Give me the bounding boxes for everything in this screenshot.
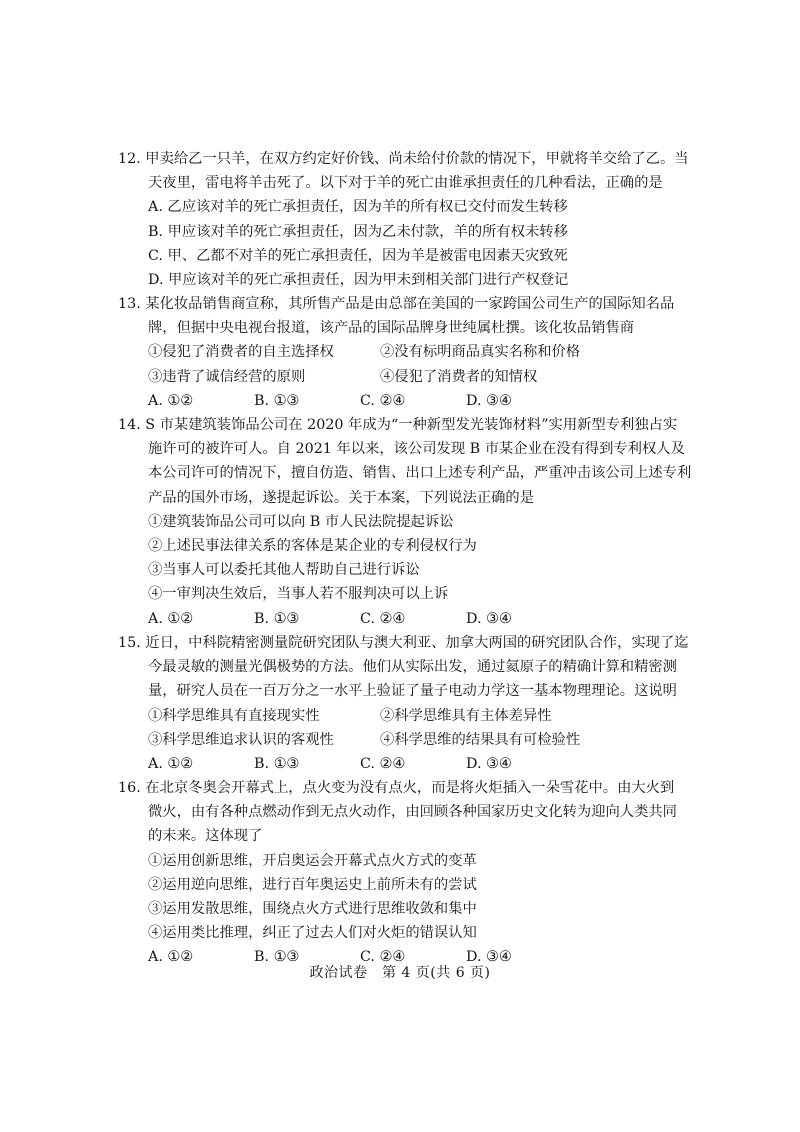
question-stem-line: 本公司许可的情况下，擅自仿造、销售、出口上述专利产品，严重冲击该公司上述专利 (148, 465, 692, 482)
question-stem-line: 12. 甲卖给乙一只羊，在双方约定好价钱、尚未给付价款的情况下，甲就将羊交给了乙。当 (118, 151, 689, 167)
choice-b: B. ①③ (254, 755, 300, 772)
question-stem-line: 产品的国外市场，遂提起诉讼。关于本案，下列说法正确的是 (148, 489, 535, 506)
choice-a: A. ①② (148, 610, 194, 627)
choice-d: D. ③④ (466, 949, 512, 966)
choice-c: C. ②④ (360, 392, 406, 409)
choice-a: A. ①② (148, 755, 194, 772)
option-c: C. 甲、乙都不对羊的死亡承担责任，因为羊是被雷电因素天灾致死 (148, 247, 568, 264)
question-stem-line: 13. 某化妆品销售商宣称，其所售产品是由总部在美国的一家跨国公司生产的国际知名品 (118, 296, 675, 312)
choice-row (118, 752, 698, 776)
question-stem-line: 量，研究人员在一百万分之一水平上验证了量子电动力学这一基本物理理论。这说明 (148, 683, 677, 700)
question-stem-line: 天夜里，雷电将羊击死了。以下对于羊的死亡由谁承担责任的几种看法，正确的是 (148, 175, 663, 192)
page-footer: 政治试卷 第 4 页(共 6 页) (309, 965, 491, 981)
choice-b: B. ①③ (254, 949, 300, 966)
question-14 (118, 413, 698, 631)
choice-c: C. ②④ (360, 949, 406, 966)
statement-4: ④运用类比推理，纠正了过去人们对火炬的错误认知 (148, 925, 477, 942)
statement-1: ①建筑装饰品公司可以向 B 市人民法院提起诉讼 (148, 513, 454, 530)
choice-row (118, 607, 698, 631)
question-stem-line: 16. 在北京冬奥会开幕式上，点火变为没有点火，而是将火炬插入一朵雪花中。由大火到 (118, 780, 675, 796)
statement-3: ③当事人可以委托其他人帮助自己进行诉讼 (148, 562, 420, 579)
statement-3: ③违背了诚信经营的原则 (148, 368, 306, 385)
option-d: D. 甲应该对羊的死亡承担责任，因为甲未到相关部门进行产权登记 (148, 271, 569, 288)
statement-2: ②上述民事法律关系的客体是某企业的专利侵权行为 (148, 537, 477, 554)
statement-4: ④科学思维的结果具有可检验性 (380, 731, 581, 748)
statement-2: ②运用逆向思维，进行百年奥运史上前所未有的尝试 (148, 876, 477, 893)
question-16 (118, 776, 698, 970)
statement-row (118, 340, 698, 364)
question-13 (118, 292, 698, 413)
question-stem-line: 牌，但据中央电视台报道，该产品的国际品牌身世纯属杜撰。该化妆品销售商 (148, 320, 635, 337)
choice-b: B. ①③ (254, 610, 300, 627)
statement-3: ③运用发散思维，围绕点火方式进行思维收敛和集中 (148, 900, 477, 917)
choice-row (118, 389, 698, 413)
choice-a: A. ①② (148, 949, 194, 966)
question-15 (118, 631, 698, 776)
statement-row (118, 365, 698, 389)
choice-a: A. ①② (148, 392, 194, 409)
question-stem-line: 15. 近日，中科院精密测量院研究团队与澳大利亚、加拿大两国的研究团队合作，实现了迄 (118, 635, 689, 651)
choice-d: D. ③④ (466, 392, 512, 409)
statement-3: ③科学思维追求认识的客观性 (148, 731, 334, 748)
statement-1: ①侵犯了消费者的自主选择权 (148, 344, 334, 361)
choice-d: D. ③④ (466, 755, 512, 772)
choice-d: D. ③④ (466, 610, 512, 627)
choice-c: C. ②④ (360, 755, 406, 772)
option-b: B. 甲应该对羊的死亡承担责任，因为乙未付款，羊的所有权未转移 (148, 223, 568, 240)
question-stem-line: 微火，由有各种点燃动作到无点火动作，由回顾各种国家历史文化转为迎向人类共同 (148, 804, 677, 821)
statement-2: ②科学思维具有主体差异性 (380, 707, 552, 724)
statement-4: ④一审判决生效后，当事人若不服判决可以上诉 (148, 586, 449, 603)
statement-row (118, 704, 698, 728)
question-stem-line: 今最灵敏的测量光偶极势的方法。他们从实际出发，通过氦原子的精确计算和精密测 (148, 659, 677, 676)
question-stem-line: 14. S 市某建筑装饰品公司在 2020 年成为“一种新型发光装饰材料”实用新型专利独占实 (118, 417, 678, 433)
question-stem-line: 的未来。这体现了 (148, 828, 263, 845)
statement-1: ①运用创新思维，开启奥运会开幕式点火方式的变革 (148, 852, 477, 869)
statement-row (118, 728, 698, 752)
question-stem-line: 施许可的被许可人。自 2021 年以来，该公司发现 B 市某企业在没有得到专利权人及 (148, 441, 685, 458)
statement-1: ①科学思维具有直接现实性 (148, 707, 320, 724)
choice-b: B. ①③ (254, 392, 300, 409)
statement-4: ④侵犯了消费者的知情权 (380, 368, 538, 385)
question-12 (118, 147, 698, 292)
choice-c: C. ②④ (360, 610, 406, 627)
statement-2: ②没有标明商品真实名称和价格 (380, 344, 581, 361)
option-a: A. 乙应该对羊的死亡承担责任，因为羊的所有权已交付而发生转移 (148, 199, 568, 216)
